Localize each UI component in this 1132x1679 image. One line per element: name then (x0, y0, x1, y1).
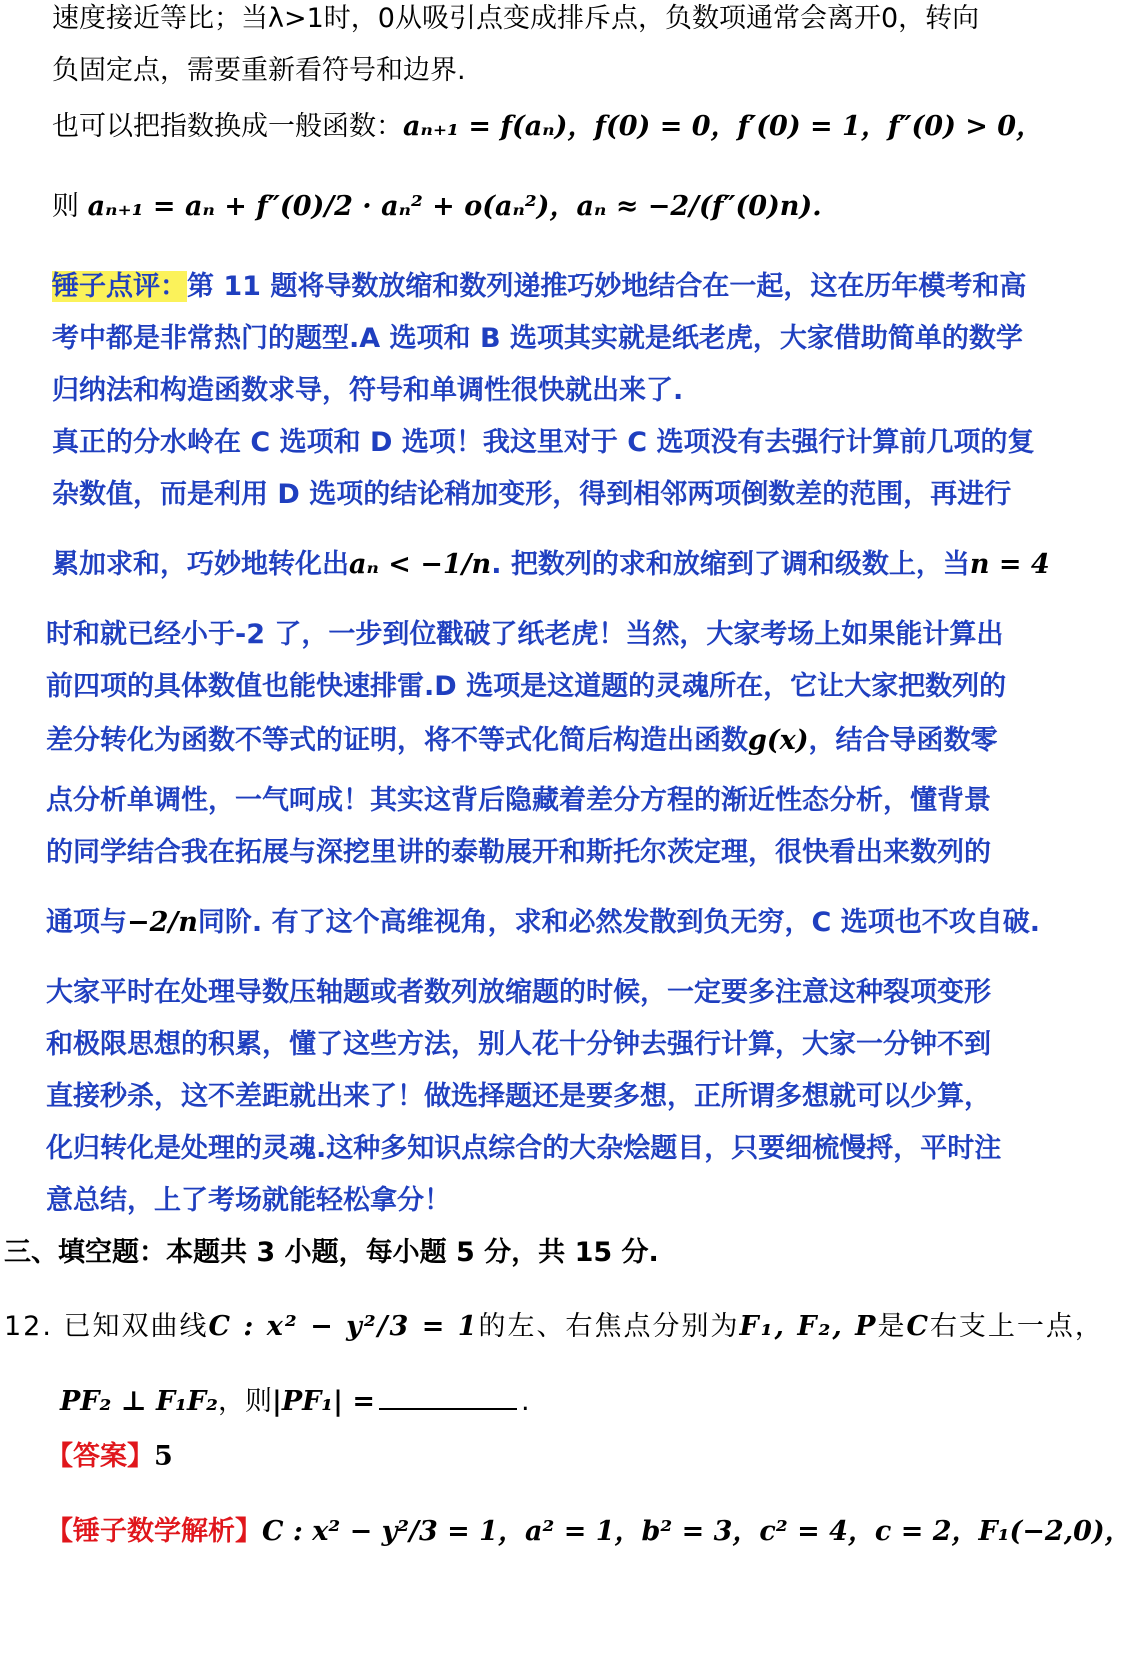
review-label: 锤子点评： (52, 271, 187, 302)
review-line1: 锤子点评：第 11 题将导数放缩和数列递推巧妙地结合在一起，这在历年模考和高 (52, 271, 1027, 302)
answer-blank (379, 1382, 517, 1410)
para1-line3: 也可以把指数换成一般函数：aₙ₊₁ = f(aₙ)，f(0) = 0，f′(0) = 1，f″(0) > 0， (52, 111, 1044, 142)
q12-number: 12. (4, 1311, 53, 1342)
recursion-formula: aₙ₊₁ = f(aₙ)，f(0) = 0，f′(0) = 1，f″(0) > 0， (403, 111, 1044, 142)
para1-line2: 负固定点，需要重新看符号和边界. (52, 55, 466, 86)
review-line6: 累加求和，巧妙地转化出aₙ < −1/n. 把数列的求和放缩到了调和级数上，当n = 4 (52, 549, 1050, 580)
review-line12: 通项与−2/n同阶. 有了这个高维视角，求和必然发散到负无穷，C 选项也不攻自破. (46, 907, 1041, 938)
answer-value: 5 (154, 1441, 173, 1472)
review-line4: 真正的分水岭在 C 选项和 D 选项！我这里对于 C 选项没有去强行计算前几项的复 (52, 427, 1035, 458)
review-line15: 直接秒杀，这不差距就出来了！做选择题还是要多想，正所谓多想就可以少算， (46, 1081, 991, 1112)
para1-line1: 速度接近等比；当λ>1时，0从吸引点变成排斥点，负数项通常会离开0，转向 (52, 3, 980, 34)
review-line9: 差分转化为函数不等式的证明，将不等式化简后构造出函数g(x)，结合导函数零 (46, 725, 998, 756)
section-heading: 三、填空题：本题共 3 小题，每小题 5 分，共 15 分. (4, 1237, 659, 1268)
review-line8: 前四项的具体数值也能快速排雷.D 选项是这道题的灵魂所在，它让大家把数列的 (46, 671, 1007, 702)
review-line17: 意总结，上了考场就能轻松拿分！ (46, 1185, 451, 1216)
review-line13: 大家平时在处理导数压轴题或者数列放缩题的时候，一定要多注意这种裂项变形 (46, 977, 991, 1008)
answer-label: 【答案】 (46, 1441, 154, 1472)
review-line3: 归纳法和构造函数求导，符号和单调性很快就出来了. (52, 375, 684, 406)
review-line10: 点分析单调性，一气呵成！其实这背后隐藏着差分方程的渐近性态分析，懂背景 (46, 785, 991, 816)
review-line14: 和极限思想的积累，懂了这些方法，别人花十分钟去强行计算，大家一分钟不到 (46, 1029, 991, 1060)
taylor-expansion: aₙ₊₁ = aₙ + f″(0)/2 · aₙ² + o(aₙ²)，aₙ ≈ −2/(f″(0)n). (87, 191, 822, 222)
review-line11: 的同学结合我在拓展与深挖里讲的泰勒展开和斯托尔茨定理，很快看出来数列的 (46, 837, 991, 868)
q12-line2: PF₂ ⊥ F₁F₂，则|PF₁| = . (60, 1382, 530, 1419)
analysis-line: 【锤子数学解析】C : x² − y²/3 = 1，a² = 1，b² = 3，c² = 4，c = 2，F₁(−2,0)， (46, 1516, 1132, 1547)
para1-line4: 则 aₙ₊₁ = aₙ + f″(0)/2 · aₙ² + o(aₙ²)，aₙ ≈ −2/(f″(0)n). (52, 191, 822, 222)
review-line16: 化归转化是处理的灵魂.这种多知识点综合的大杂烩题目，只要细梳慢捋，平时注 (46, 1133, 1002, 1164)
review-line7: 时和就已经小于-2 了，一步到位戳破了纸老虎！当然，大家考场上如果能计算出 (46, 619, 1004, 650)
review-line5: 杂数值，而是利用 D 选项的结论稍加变形，得到相邻两项倒数差的范围，再进行 (52, 479, 1012, 510)
answer-line (46, 1440, 173, 1474)
review-line2: 考中都是非常热门的题型.A 选项和 B 选项其实就是纸老虎，大家借助简单的数学 (52, 323, 1023, 354)
q12-line1: 12. 已知双曲线C : x² − y²/3 = 1的左、右焦点分别为F₁, F₂, P是C右支上一点， (4, 1311, 1104, 1342)
analysis-label: 【锤子数学解析】 (46, 1516, 262, 1547)
